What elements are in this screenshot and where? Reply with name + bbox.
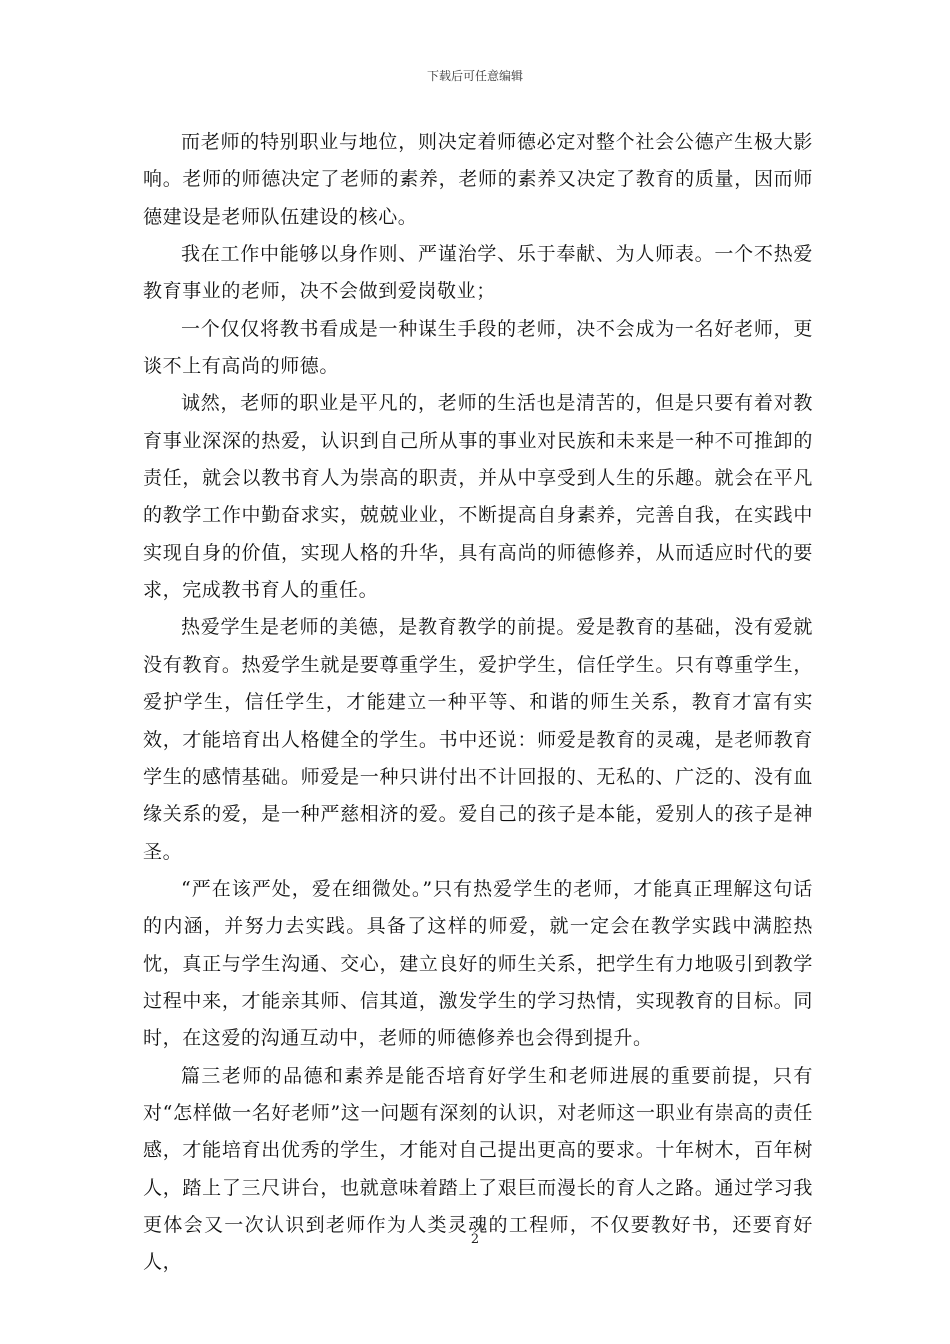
paragraph: 篇三老师的品德和素养是能否培育好学生和老师进展的重要前提，只有对“怎样做一名好老师”这一问题有深刻的认识，对老师这一职业有崇高的责任感，才能培育出优秀的学生，才能对自己提出更高的要求。十年树木，百年树人，踏上了三尺讲台，也就意味着踏上了艰巨而漫长的育人之路。通过学习我更体会又一次认识到老师作为人类灵魂的工程师，不仅要教好书，还要育好人， (143, 1064, 813, 1274)
paragraph: 我在工作中能够以身作则、严谨治学、乐于奉献、为人师表。一个不热爱教育事业的老师，决不会做到爱岗敬业； (143, 243, 813, 303)
paragraph: 热爱学生是老师的美德，是教育教学的前提。爱是教育的基础，没有爱就没有教育。热爱学生就是要尊重学生，爱护学生，信任学生。只有尊重学生，爱护学生，信任学生，才能建立一种平等、和谐的师生关系，教育才富有实效，才能培育出人格健全的学生。书中还说：师爱是教育的灵魂，是老师教育学生的感情基础。师爱是一种只讲付出不计回报的、无私的、广泛的、没有血缘关系的爱，是一种严慈相济的爱。爱自己的孩子是本能，爱别人的孩子是神圣。 (143, 616, 813, 863)
paragraph: 一个仅仅将教书看成是一种谋生手段的老师，决不会成为一名好老师，更谈不上有高尚的师德。 (143, 317, 813, 378)
body-text (143, 124, 813, 1282)
page-header: 下载后可任意编辑 (426, 69, 523, 83)
paragraph: 而老师的特别职业与地位，则决定着师德必定对整个社会公德产生极大影响。老师的师德决定了老师的素养，老师的素养又决定了教育的质量，因而师德建设是老师队伍建设的核心。 (143, 131, 813, 228)
page-number: 2 (470, 1232, 480, 1247)
paragraph: 诚然，老师的职业是平凡的，老师的生活也是清苦的，但是只要有着对教育事业深深的热爱，认识到自己所从事的事业对民族和未来是一种不可推卸的责任，就会以教书育人为崇高的职责，并从中享受到人生的乐趣。就会在平凡的教学工作中勤奋求实，兢兢业业，不断提高自身素养，完善自我，在实践中实现自身的价值，实现人格的升华，具有高尚的师德修养，从而适应时代的要求，完成教书育人的重任。 (143, 392, 813, 602)
paragraph: “严在该严处，爱在细微处。”只有热爱学生的老师，才能真正理解这句话的内涵，并努力去实践。具备了这样的师爱，就一定会在教学实践中满腔热忱，真正与学生沟通、交心，建立良好的师生关系，把学生有力地吸引到教学过程中来，才能亲其师、信其道，激发学生的学习热情，实现教育的目标。同时，在这爱的沟通互动中，老师的师德修养也会得到提升。 (143, 877, 813, 1050)
